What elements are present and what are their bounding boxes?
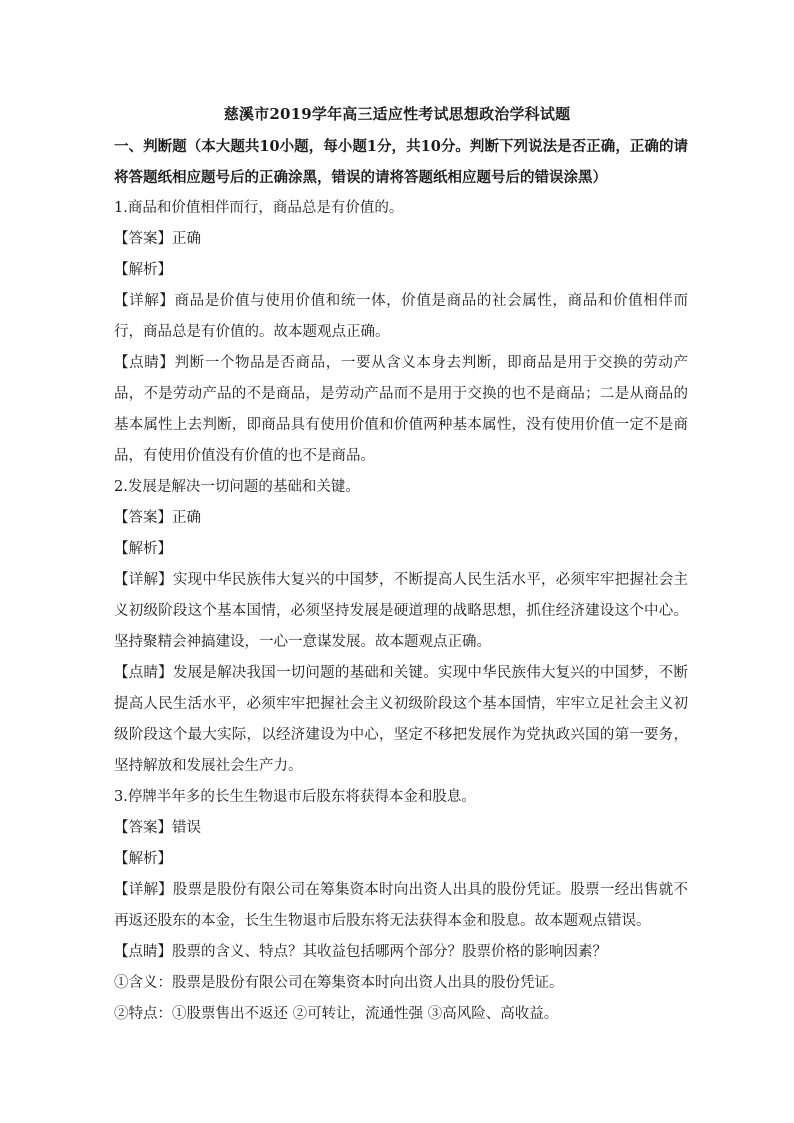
analysis-label-1: 【解析】	[114, 262, 172, 278]
comment-2: 【点睛】发展是解决我国一切问题的基础和关键。实现中华民族伟大复兴的中国梦，不断提高人民生活水平，必须牢牢把握社会主义初级阶段这个基本国情，牢牢立足社会主义初级阶段这个最大实际，以经济建设为中心，坚定不移把发展作为党执政兴国的第一要务，坚持解放和发展社会生产力。	[114, 665, 688, 774]
comment-1: 【点睛】判断一个物品是否商品，一要从含义本身去判断，即商品是用于交换的劳动产品，不是劳动产品的不是商品，是劳动产品而不是用于交换的也不是商品；二是从商品的基本属性上去判断，即商品具有使用价值和价值两种基本属性，没有使用价值一定不是商品，有使用价值没有价值的也不是商品。	[114, 355, 688, 464]
answer-1: 【答案】正确	[114, 231, 201, 247]
point-1-definition: ①含义：股票是股份有限公司在筹集资本时向出资人出具的股份凭证。	[114, 975, 564, 991]
page-title: 慈溪市2019学年高三适应性考试思想政治学科试题	[223, 105, 571, 123]
answer-2: 【答案】正确	[114, 510, 201, 526]
analysis-label-3: 【解析】	[114, 851, 172, 867]
question-3: 3.停牌半年多的长生生物退市后股东将获得本金和股息。	[114, 789, 476, 805]
detail-2: 【详解】实现中华民族伟大复兴的中国梦，不断提高人民生活水平，必须牢牢把握社会主义初级阶段这个基本国情，必须坚持发展是硬道理的战略思想，抓住经济建设这个中心。坚持聚精会神搞建设，一心一意谋发展。故本题观点正确。	[114, 572, 688, 650]
question-1: 1.商品和价值相伴而行，商品总是有价值的。	[114, 200, 404, 216]
document-body	[114, 131, 688, 1030]
point-2-features: ②特点：①股票售出不返还 ②可转让，流通性强 ③高风险、高收益。	[114, 1006, 559, 1022]
section-heading: 一、判断题（本大题共10小题，每小题1分，共10分。判断下列说法是否正确，正确的请将答题纸相应题号后的正确涂黑，错误的请将答题纸相应题号后的错误涂黑）	[114, 138, 688, 186]
detail-3: 【详解】股票是股份有限公司在筹集资本时向出资人出具的股份凭证。股票一经出售就不再返还股东的本金，长生生物退市后股东将无法获得本金和股息。故本题观点错误。	[114, 882, 688, 929]
question-2: 2.发展是解决一切问题的基础和关键。	[114, 479, 360, 495]
comment-3: 【点睛】股票的含义、特点？其收益包括哪两个部分？股票价格的影响因素？	[114, 944, 607, 960]
detail-1: 【详解】商品是价值与使用价值和统一体，价值是商品的社会属性，商品和价值相伴而行，商品总是有价值的。故本题观点正确。	[114, 293, 688, 340]
analysis-label-2: 【解析】	[114, 541, 172, 557]
answer-3: 【答案】错误	[114, 820, 201, 836]
